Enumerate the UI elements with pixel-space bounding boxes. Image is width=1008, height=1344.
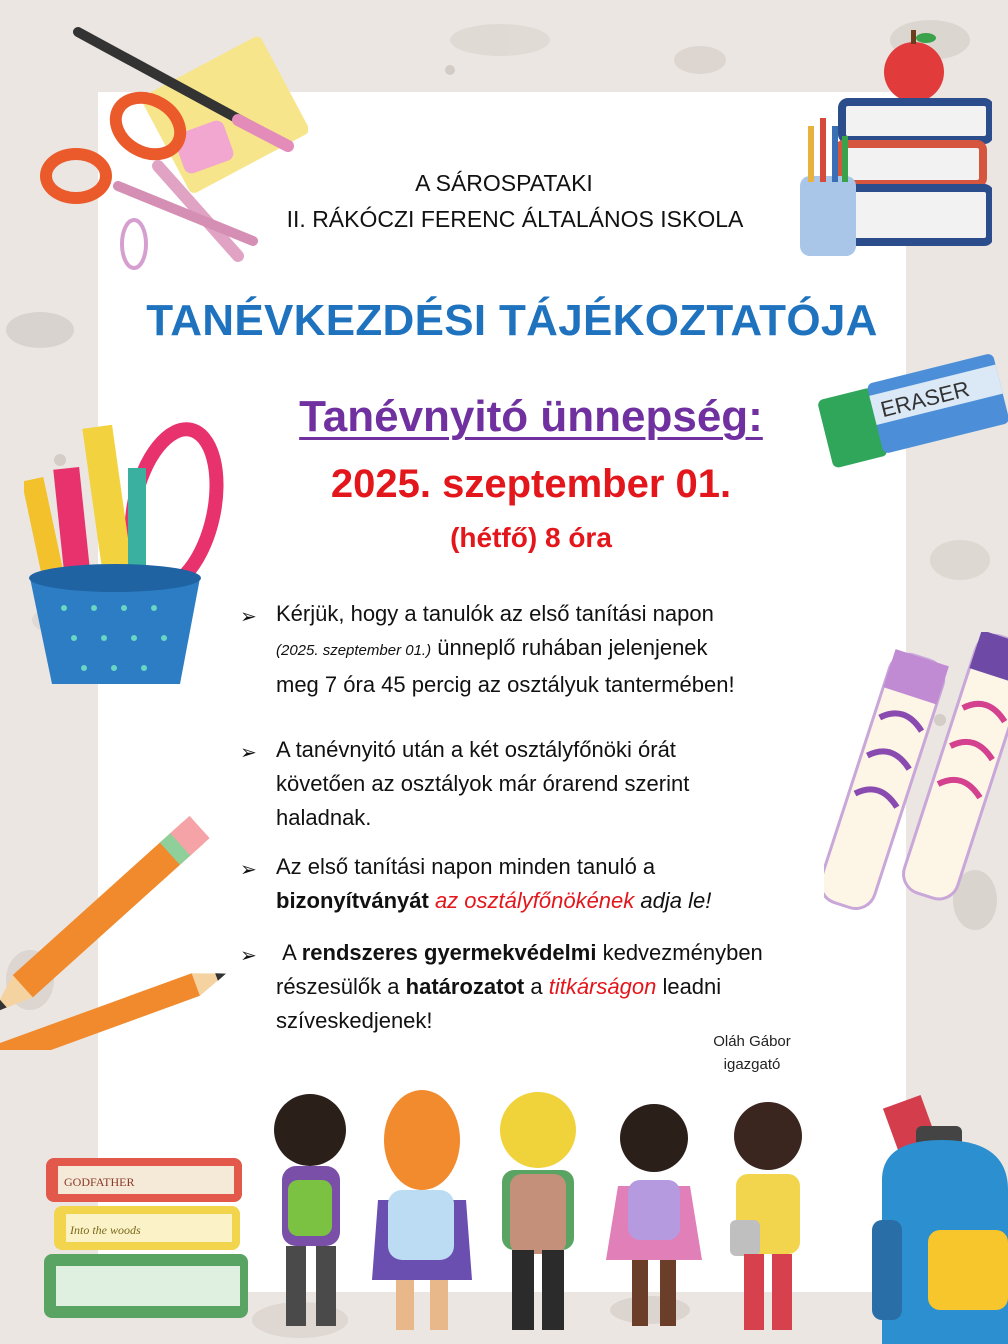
bullet-4-bold-1: rendszeres gyermekvédelmi <box>301 940 597 965</box>
page-title: TANÉVKEZDÉSI TÁJÉKOZTATÓJA <box>146 296 878 345</box>
arrow-bullet-icon: ➢ <box>240 859 257 881</box>
event-title: Tanévnyitó ünnepség: <box>299 392 763 441</box>
bullet-2-line-3: haladnak. <box>276 805 372 830</box>
bullet-4-line-2-pre: részesülők a <box>276 974 400 999</box>
arrow-bullet-icon: ➢ <box>240 606 257 628</box>
markers-icon <box>824 632 1008 942</box>
child-4 <box>606 1104 702 1326</box>
signature-name: Oláh Gábor <box>713 1033 791 1050</box>
bullet-4-line-1 <box>276 936 836 970</box>
bullet-1-line-1: Kérjük, hogy a tanulók az első tanítási napon <box>276 601 714 626</box>
child-5 <box>730 1102 802 1330</box>
signature-title: igazgató <box>723 1056 781 1073</box>
scissors-and-pen-icon <box>38 26 308 276</box>
bullet-4-mid: a <box>530 974 543 999</box>
book-title-1: GODFATHER <box>64 1175 135 1189</box>
bullet-3-bold: bizonyítványát <box>276 888 429 913</box>
bullet-3-line-1: Az első tanítási napon minden tanuló a <box>276 854 656 879</box>
signature <box>690 1030 814 1076</box>
arrow-bullet-icon: ➢ <box>240 742 257 764</box>
bullet-1-line-3: meg 7 óra 45 percig az osztályuk tantermében! <box>276 672 735 697</box>
bullet-4-line-2-end: leadni <box>662 974 722 999</box>
backpack-icon <box>852 1080 1008 1344</box>
bullet-child-protection <box>276 936 836 1038</box>
bullet-schedule <box>276 733 822 835</box>
bullet-certificate <box>276 850 836 918</box>
bullet-4-pre: A <box>282 940 296 965</box>
bullet-4-line-3: szíveskedjenek! <box>276 1008 433 1033</box>
bullet-4-bold-2: határozatot <box>405 974 525 999</box>
children-illustration <box>258 1090 818 1344</box>
child-1 <box>274 1094 346 1326</box>
bullet-2-line-2: követően az osztályok már órarend szerint <box>276 771 690 796</box>
bullet-3-red: az osztályfőnökének <box>434 888 635 913</box>
bullet-4-line-1-end: kedvezményben <box>602 940 763 965</box>
arrow-bullet-icon: ➢ <box>240 945 257 967</box>
bullet-3-end: adja le! <box>640 888 712 913</box>
books-stack-icon <box>40 1150 250 1330</box>
bullet-1-line-2-rest: ünneplő ruhában jelenjenek <box>431 635 708 660</box>
bullet-4-red: titkárságon <box>548 974 657 999</box>
school-name-line2: II. RÁKÓCZI FERENC ÁLTALÁNOS ISKOLA <box>286 206 744 232</box>
bullet-dress-code <box>276 597 822 702</box>
bullet-4-line-2 <box>276 970 836 1004</box>
eraser-label: ERASER <box>878 375 972 423</box>
event-time: (hétfő) 8 óra <box>450 522 612 553</box>
bullet-3-line-2 <box>276 884 836 918</box>
child-3 <box>500 1092 576 1330</box>
bullet-1-date: (2025. szeptember 01.) <box>276 642 432 659</box>
book-title-2: Into the woods <box>70 1223 141 1237</box>
event-date: 2025. szeptember 01. <box>330 462 732 506</box>
bullet-2-line-1: A tanévnyitó után a két osztályfőnöki órát <box>276 737 676 762</box>
child-2 <box>372 1090 472 1330</box>
bullet-1-line-2 <box>276 631 822 668</box>
school-name-line1: A SÁROSPATAKI <box>415 170 593 196</box>
pencils-icon <box>0 790 240 1050</box>
